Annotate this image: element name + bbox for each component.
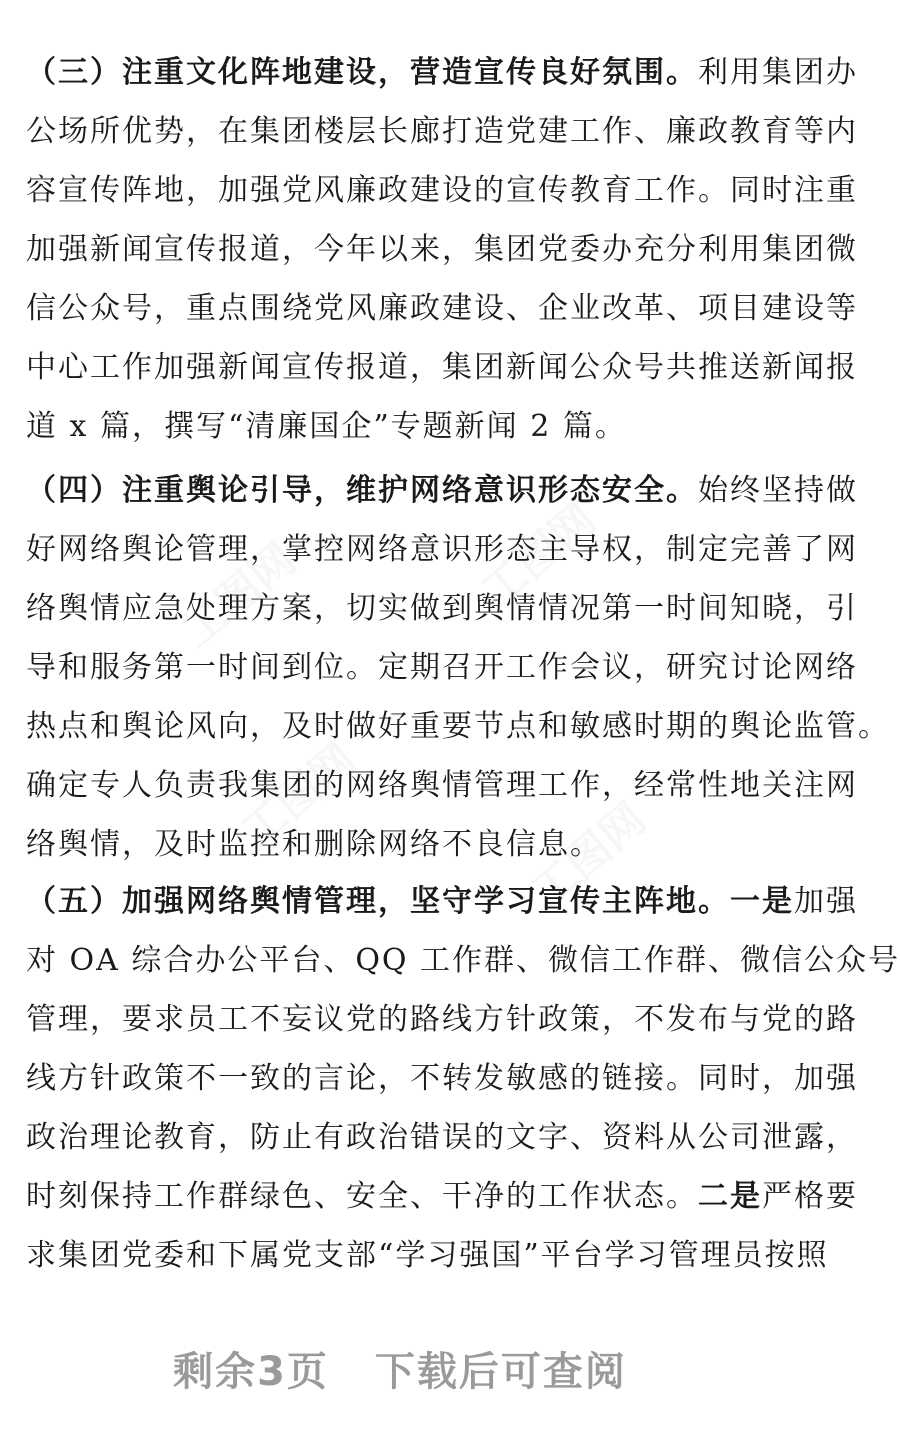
bold-text-run: （三）注重文化阵地建设，营造宣传良好氛围。	[26, 55, 698, 90]
text-line	[26, 220, 858, 279]
text-line	[26, 815, 776, 874]
text-run: 容宣传阵地，加强党风廉政建设的宣传教育工作。同时注重	[26, 173, 858, 208]
text-line	[26, 161, 858, 220]
text-run: 始终坚持做	[698, 473, 858, 508]
text-run: 信公众号，重点围绕党风廉政建设、企业改革、项目建设等	[26, 291, 858, 326]
text-run: 热点和舆论风向，及时做好重要节点和敏感时期的舆论监管。	[26, 709, 890, 744]
text-run: 时刻保持工作群绿色、安全、干净的工作状态。	[26, 1179, 698, 1214]
bold-text-run: （四）注重舆论引导，维护网络意识形态安全。	[26, 473, 698, 508]
text-run: 加强新闻宣传报道，今年以来，集团党委办充分利用集团微	[26, 232, 858, 267]
text-run: 管理，要求员工不妄议党的路线方针政策，不发布与党的路	[26, 1002, 858, 1037]
text-run: 求集团党委和下属党支部“学习强国”平台学习管理员按照	[26, 1238, 829, 1273]
text-run: 络舆情，及时监控和删除网络不良信息。	[26, 827, 602, 862]
text-run: 导和服务第一时间到位。定期召开工作会议，研究讨论网络	[26, 650, 858, 685]
download-to-view-label: 下载后可查阅	[374, 1349, 627, 1395]
text-run: 络舆情应急处理方案，切实做到舆情情况第一时间知晓，引	[26, 591, 858, 626]
text-run: 中心工作加强新闻宣传报道，集团新闻公众号共推送新闻报	[26, 350, 858, 385]
text-line	[26, 872, 858, 931]
text-line	[26, 1108, 858, 1167]
text-line	[26, 697, 890, 756]
text-line	[26, 931, 900, 990]
text-line	[26, 1167, 858, 1226]
download-prompt[interactable]	[0, 1340, 800, 1397]
text-line	[26, 579, 858, 638]
text-line	[26, 520, 858, 579]
text-run: 公场所优势，在集团楼层长廊打造党建工作、廉政教育等内	[26, 114, 858, 149]
text-line	[26, 990, 858, 1049]
text-run: 确定专人负责我集团的网络舆情管理工作，经常性地关注网	[26, 768, 858, 803]
text-line	[26, 338, 858, 397]
text-line	[26, 102, 858, 161]
text-line	[26, 397, 776, 456]
text-line	[26, 43, 858, 102]
text-run: 政治理论教育，防止有政治错误的文字、资料从公司泄露，	[26, 1120, 858, 1155]
text-run: 严格要	[762, 1179, 858, 1214]
text-run: 对 OA 综合办公平台、QQ 工作群、微信工作群、微信公众号	[26, 943, 900, 978]
remaining-pages-label: 剩余3页	[173, 1349, 329, 1395]
text-run: 好网络舆论管理，掌控网络意识形态主导权，制定完善了网	[26, 532, 858, 567]
bold-text-run: 二是	[698, 1179, 762, 1214]
bold-text-run: 一是	[730, 884, 794, 919]
section-4	[26, 461, 890, 874]
text-line	[26, 638, 858, 697]
section-5	[26, 872, 900, 1285]
text-run: 利用集团办	[698, 55, 858, 90]
text-line	[26, 1226, 829, 1285]
text-run: 道 x 篇，撰写“清廉国企”专题新闻 2 篇。	[26, 409, 627, 444]
text-line	[26, 461, 858, 520]
bold-text-run: （五）加强网络舆情管理，坚守学习宣传主阵地。	[26, 884, 730, 919]
text-line	[26, 279, 858, 338]
text-line	[26, 756, 858, 815]
text-run: 线方针政策不一致的言论，不转发敏感的链接。同时，加强	[26, 1061, 858, 1096]
text-run: 加强	[794, 884, 858, 919]
text-line	[26, 1049, 858, 1108]
section-3	[26, 43, 858, 456]
